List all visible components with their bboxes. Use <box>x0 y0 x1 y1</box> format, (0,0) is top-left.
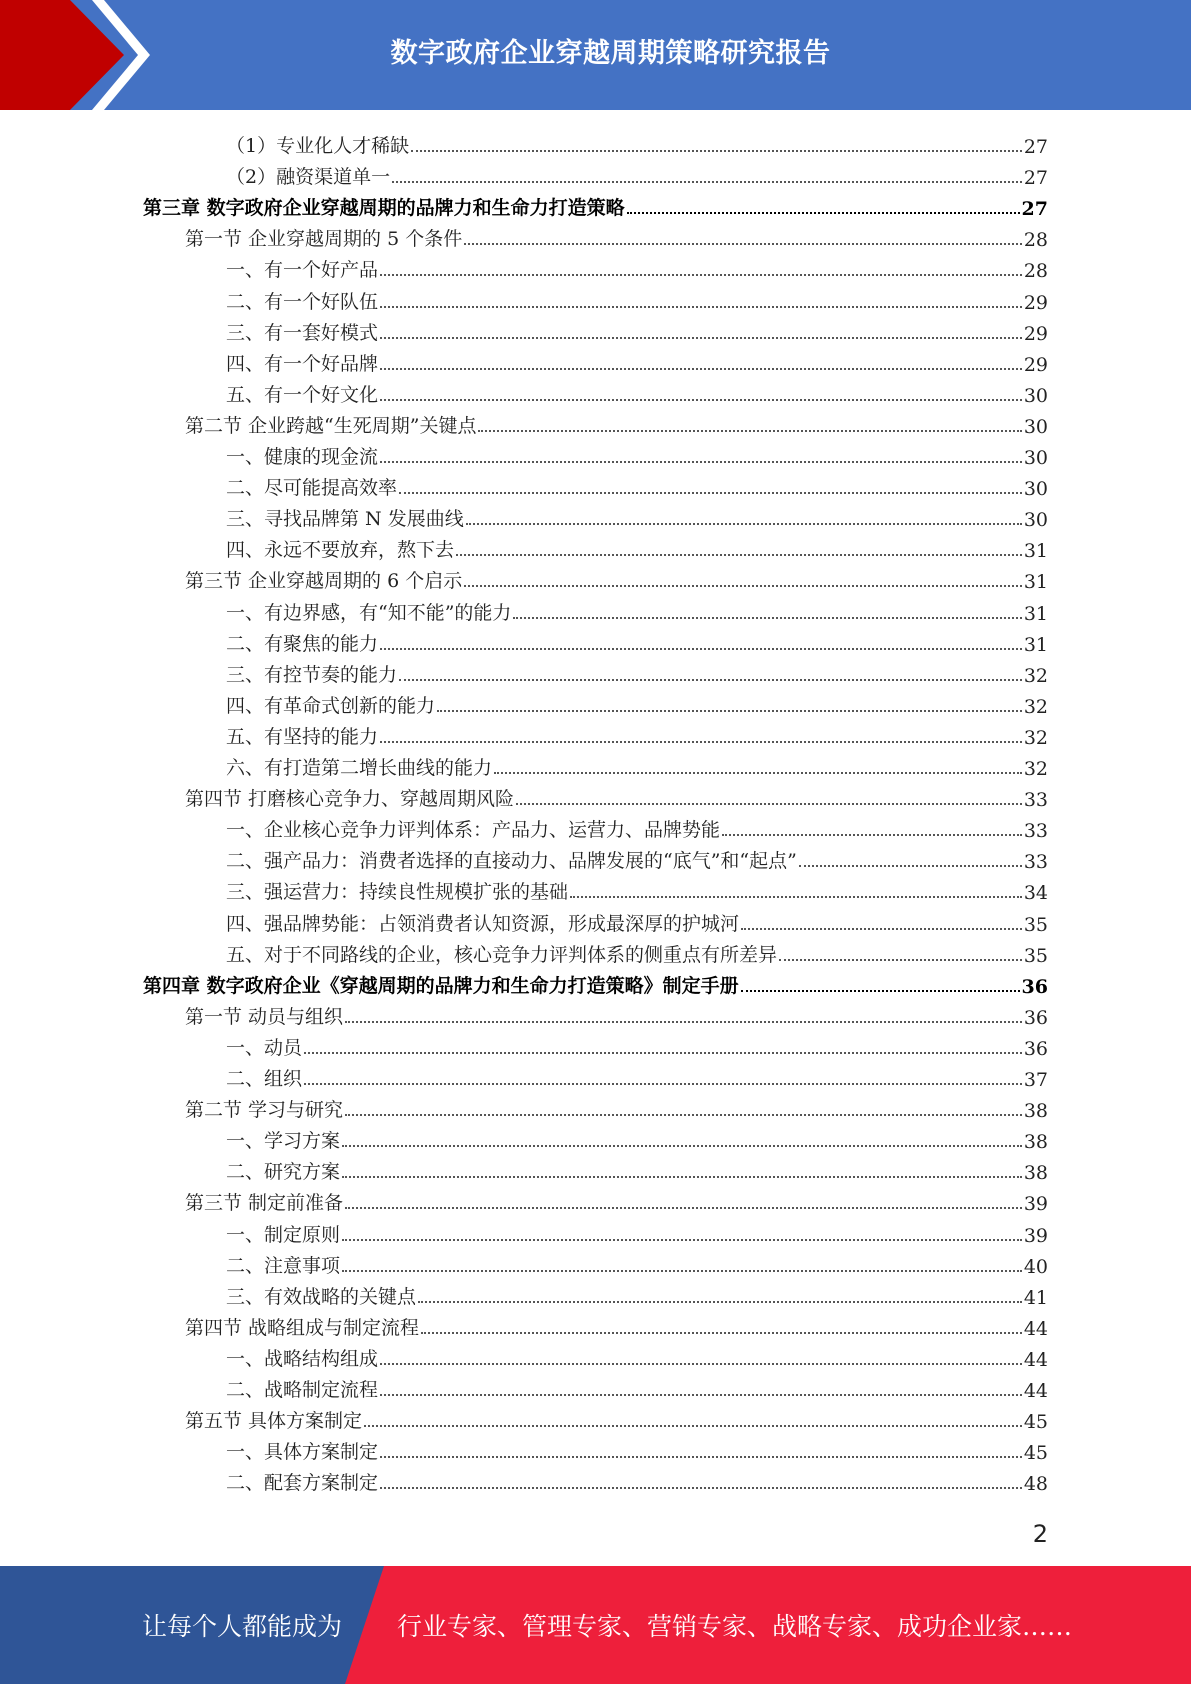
toc-entry-page: 32 <box>1023 726 1048 749</box>
toc-entry-page: 33 <box>1023 851 1048 874</box>
toc-entry-page: 29 <box>1023 291 1048 314</box>
toc-entry-label: 三、有效战略的关键点 <box>226 1285 417 1308</box>
toc-dot-leader <box>380 461 1022 463</box>
toc-entry-page: 45 <box>1023 1442 1048 1465</box>
toc-subsection-entry[interactable] <box>226 719 1048 749</box>
toc-entry-label: 第一节 动员与组织 <box>185 1005 344 1028</box>
toc-entry-label: 五、有一个好文化 <box>226 383 379 406</box>
toc-entry-page: 30 <box>1023 509 1048 532</box>
toc-section-entry[interactable] <box>185 1092 1048 1122</box>
toc-entry-page: 28 <box>1023 229 1048 252</box>
page-number: 2 <box>1032 1520 1048 1548</box>
toc-entry-page: 30 <box>1023 415 1048 438</box>
toc-entry-label: 二、有聚焦的能力 <box>226 632 379 655</box>
toc-entry-page: 31 <box>1023 540 1048 563</box>
toc-dot-leader <box>418 1301 1022 1303</box>
toc-entry-label: 第三章 数字政府企业穿越周期的品牌力和生命力打造策略 <box>143 197 625 220</box>
toc-subsection-entry[interactable] <box>226 1372 1048 1402</box>
toc-entry-page: 30 <box>1023 447 1048 469</box>
toc-subsection-entry[interactable] <box>226 1030 1048 1060</box>
toc-section-entry[interactable] <box>185 1185 1048 1215</box>
toc-entry-label: 第四节 战略组成与制定流程 <box>185 1316 420 1339</box>
toc-dot-leader <box>399 679 1022 681</box>
toc-dot-leader <box>627 212 1020 214</box>
toc-dot-leader <box>399 492 1022 494</box>
toc-entry-label: 一、具体方案制定 <box>226 1441 379 1464</box>
toc-entry-label: 第四节 打磨核心竞争力、穿越周期风险 <box>185 788 515 811</box>
toc-entry-label: 五、有坚持的能力 <box>226 725 379 748</box>
toc-dot-leader <box>364 1425 1022 1427</box>
toc-entry-page: 38 <box>1023 1131 1048 1154</box>
toc-entry-page: 27 <box>1021 198 1048 221</box>
toc-entry-page: 44 <box>1023 1348 1048 1371</box>
toc-entry-page: 40 <box>1023 1255 1048 1278</box>
toc-subsection-entry[interactable] <box>226 906 1048 936</box>
toc-dot-leader <box>345 1207 1022 1209</box>
toc-entry-label: 一、健康的现金流 <box>226 446 379 468</box>
toc-entry-page: 38 <box>1023 1162 1048 1185</box>
toc-entry-label: 一、战略结构组成 <box>226 1347 379 1370</box>
toc-entry-label: 四、有革命式创新的能力 <box>226 694 436 717</box>
toc-subsection-entry[interactable] <box>226 501 1048 531</box>
toc-subsection-entry[interactable] <box>226 315 1048 345</box>
toc-section-entry[interactable] <box>185 1403 1048 1433</box>
toc-dot-leader <box>513 617 1021 619</box>
toc-dot-leader <box>380 741 1022 743</box>
toc-entry-label: 六、有打造第二增长曲线的能力 <box>226 757 493 779</box>
toc-subsection-entry[interactable] <box>226 1434 1048 1464</box>
toc-entry-label: 二、强产品力：消费者选择的直接动力、品牌发展的“底气”和“起点” <box>226 850 797 873</box>
toc-entry-page: 31 <box>1023 633 1048 656</box>
toc-dot-leader <box>380 648 1022 650</box>
toc-dot-leader <box>380 399 1022 401</box>
toc-dot-leader <box>494 772 1022 774</box>
toc-entry-label: 第三节 企业穿越周期的 6 个启示 <box>185 570 463 593</box>
toc-dot-leader <box>437 710 1022 712</box>
toc-entry-page: 38 <box>1023 1100 1048 1123</box>
toc-entry-label: 五、对于不同路线的企业，核心竞争力评判体系的侧重点有所差异 <box>226 943 778 966</box>
toc-subsection-entry[interactable] <box>226 1061 1048 1091</box>
toc-entry-label: 三、有控节奏的能力 <box>226 663 398 686</box>
toc-section-entry[interactable] <box>185 781 1048 811</box>
toc-dot-leader <box>380 274 1022 276</box>
toc-entry-label: 一、学习方案 <box>226 1130 341 1153</box>
toc-entry-label: 第五节 具体方案制定 <box>185 1410 363 1433</box>
toc-subsection-entry[interactable] <box>226 284 1048 314</box>
toc-dot-leader <box>411 150 1022 152</box>
toc-dot-leader <box>421 1332 1022 1334</box>
toc-dot-leader <box>570 896 1022 898</box>
toc-subsection-entry[interactable] <box>226 252 1048 282</box>
toc-entry-page: 32 <box>1023 664 1048 687</box>
toc-subsection-entry[interactable] <box>226 874 1048 904</box>
toc-subsection-entry[interactable] <box>226 532 1048 562</box>
toc-entry-page: 48 <box>1023 1473 1048 1496</box>
header-title: 数字政府企业穿越周期策略研究报告 <box>390 37 831 69</box>
toc-entry-label: 一、企业核心竞争力评判体系：产品力、运营力、品牌势能 <box>226 819 721 842</box>
toc-section-entry[interactable] <box>185 408 1048 438</box>
toc-subsection-entry[interactable] <box>226 1279 1048 1309</box>
toc-entry-label: 三、强运营力：持续良性规模扩张的基础 <box>226 881 569 904</box>
toc-section-entry[interactable] <box>185 563 1048 593</box>
toc-subsection-entry[interactable] <box>226 1123 1048 1153</box>
toc-dot-leader <box>380 1487 1022 1489</box>
toc-entry-page: 28 <box>1023 260 1048 283</box>
toc-entry-page: 44 <box>1023 1380 1048 1402</box>
toc-subsection-entry[interactable] <box>226 128 1048 158</box>
toc-dot-leader <box>342 1239 1022 1241</box>
toc-entry-label: 第一节 企业穿越周期的 5 个条件 <box>185 228 463 251</box>
toc-dot-leader <box>380 1456 1022 1458</box>
toc-entry-page: 32 <box>1023 758 1048 780</box>
toc-entry-label: （1）专业化人才稀缺 <box>226 135 410 157</box>
toc-subsection-entry[interactable] <box>226 159 1048 189</box>
toc-entry-page: 27 <box>1023 136 1048 158</box>
toc-entry-label: 第二节 企业跨越“生死周期”关键点 <box>185 414 477 437</box>
toc-dot-leader <box>722 834 1022 836</box>
toc-subsection-entry[interactable] <box>226 470 1048 500</box>
toc-section-entry[interactable] <box>185 999 1048 1029</box>
toc-subsection-entry[interactable] <box>226 1465 1048 1495</box>
toc-dot-leader <box>304 1083 1022 1085</box>
toc-entry-page: 36 <box>1021 975 1048 998</box>
toc-entry-page: 30 <box>1023 478 1048 501</box>
toc-subsection-entry[interactable] <box>226 688 1048 718</box>
toc-chapter-entry[interactable] <box>143 968 1048 998</box>
footer-slogan-left: 让每个人都能成为 <box>142 1612 343 1641</box>
toc-entry-label: 一、动员 <box>226 1036 303 1059</box>
toc-dot-leader <box>380 337 1022 339</box>
toc-entry-page: 44 <box>1023 1317 1048 1340</box>
toc-entry-label: 二、研究方案 <box>226 1161 341 1184</box>
toc-entry-page: 37 <box>1023 1069 1048 1091</box>
toc-subsection-entry[interactable] <box>226 439 1048 469</box>
footer-slogan-right: 行业专家、管理专家、营销专家、战略专家、成功企业家…… <box>397 1612 1073 1641</box>
toc-section-entry[interactable] <box>185 1310 1048 1340</box>
toc-entry-label: 一、有边界感，有“知不能”的能力 <box>226 601 512 624</box>
toc-entry-page: 36 <box>1023 1006 1048 1029</box>
toc-entry-page: 31 <box>1023 602 1048 625</box>
toc-chapter-entry[interactable] <box>143 190 1048 220</box>
toc-dot-leader <box>380 306 1022 308</box>
toc-entry-page: 27 <box>1023 167 1048 190</box>
toc-entry-label: 二、尽可能提高效率 <box>226 477 398 500</box>
toc-entry-page: 30 <box>1023 384 1048 407</box>
page-header <box>0 0 1191 110</box>
toc-entry-label: 二、有一个好队伍 <box>226 290 379 313</box>
toc-entry-label: （2）融资渠道单一 <box>226 166 391 189</box>
toc-entry-label: 二、配套方案制定 <box>226 1472 379 1495</box>
toc-subsection-entry[interactable] <box>226 377 1048 407</box>
toc-dot-leader <box>380 368 1022 370</box>
toc-subsection-entry[interactable] <box>226 1341 1048 1371</box>
toc-dot-leader <box>478 430 1021 432</box>
toc-subsection-entry[interactable] <box>226 843 1048 873</box>
toc-entry-label: 三、有一套好模式 <box>226 321 379 344</box>
toc-dot-leader <box>392 181 1022 183</box>
toc-subsection-entry[interactable] <box>226 812 1048 842</box>
toc-entry-page: 31 <box>1023 571 1048 594</box>
toc-dot-leader <box>516 803 1022 805</box>
toc-dot-leader <box>741 928 1022 930</box>
toc-entry-page: 33 <box>1023 820 1048 843</box>
toc-entry-page: 33 <box>1023 789 1048 812</box>
toc-entry-label: 第二节 学习与研究 <box>185 1099 344 1122</box>
toc-entry-label: 四、有一个好品牌 <box>226 352 379 375</box>
toc-dot-leader <box>799 865 1022 867</box>
toc-entry-page: 29 <box>1023 353 1048 376</box>
toc-dot-leader <box>345 1114 1022 1116</box>
toc-dot-leader <box>304 1052 1022 1054</box>
toc-entry-label: 第四章 数字政府企业《穿越周期的品牌力和生命力打造策略》制定手册 <box>143 974 739 997</box>
toc-dot-leader <box>456 554 1022 556</box>
toc-entry-page: 45 <box>1023 1411 1048 1434</box>
toc-dot-leader <box>380 1363 1022 1365</box>
toc-dot-leader <box>342 1176 1022 1178</box>
toc-dot-leader <box>380 1394 1022 1396</box>
toc-subsection-entry[interactable] <box>226 1248 1048 1278</box>
toc-dot-leader <box>342 1145 1022 1147</box>
toc-entry-page: 39 <box>1023 1224 1048 1247</box>
toc-entry-page: 29 <box>1023 322 1048 345</box>
toc-dot-leader <box>342 1270 1022 1272</box>
toc-subsection-entry[interactable] <box>226 937 1048 967</box>
toc-dot-leader <box>741 990 1020 992</box>
toc-entry-label: 第三节 制定前准备 <box>185 1192 344 1215</box>
toc-dot-leader <box>464 585 1022 587</box>
toc-entry-label: 三、寻找品牌第 N 发展曲线 <box>226 508 464 531</box>
toc-entry-label: 二、战略制定流程 <box>226 1379 379 1401</box>
toc-subsection-entry[interactable] <box>226 626 1048 656</box>
toc-entry-label: 二、注意事项 <box>226 1254 341 1277</box>
toc-entry-label: 四、永远不要放弃，熬下去 <box>226 539 455 562</box>
toc-subsection-entry[interactable] <box>226 750 1048 780</box>
toc-dot-leader <box>464 243 1022 245</box>
toc-dot-leader <box>779 959 1022 961</box>
toc-subsection-entry[interactable] <box>226 1154 1048 1184</box>
toc-entry-page: 32 <box>1023 695 1048 718</box>
toc-entry-page: 35 <box>1023 944 1048 967</box>
toc-entry-page: 34 <box>1023 882 1048 905</box>
toc-entry-page: 39 <box>1023 1193 1048 1216</box>
toc-entry-label: 四、强品牌势能：占领消费者认知资源，形成最深厚的护城河 <box>226 912 740 935</box>
toc-dot-leader <box>345 1021 1022 1023</box>
page-footer <box>0 1566 1191 1684</box>
toc-entry-page: 36 <box>1023 1037 1048 1060</box>
toc-subsection-entry[interactable] <box>226 346 1048 376</box>
toc-entry-label: 二、组织 <box>226 1068 303 1090</box>
toc-subsection-entry[interactable] <box>226 1217 1048 1247</box>
toc-entry-label: 一、有一个好产品 <box>226 259 379 282</box>
toc-section-entry[interactable] <box>185 221 1048 251</box>
toc-entry-page: 41 <box>1023 1286 1048 1309</box>
toc-subsection-entry[interactable] <box>226 595 1048 625</box>
toc-dot-leader <box>466 523 1022 525</box>
toc-subsection-entry[interactable] <box>226 657 1048 687</box>
toc-entry-label: 一、制定原则 <box>226 1223 341 1246</box>
toc-entry-page: 35 <box>1023 913 1048 936</box>
